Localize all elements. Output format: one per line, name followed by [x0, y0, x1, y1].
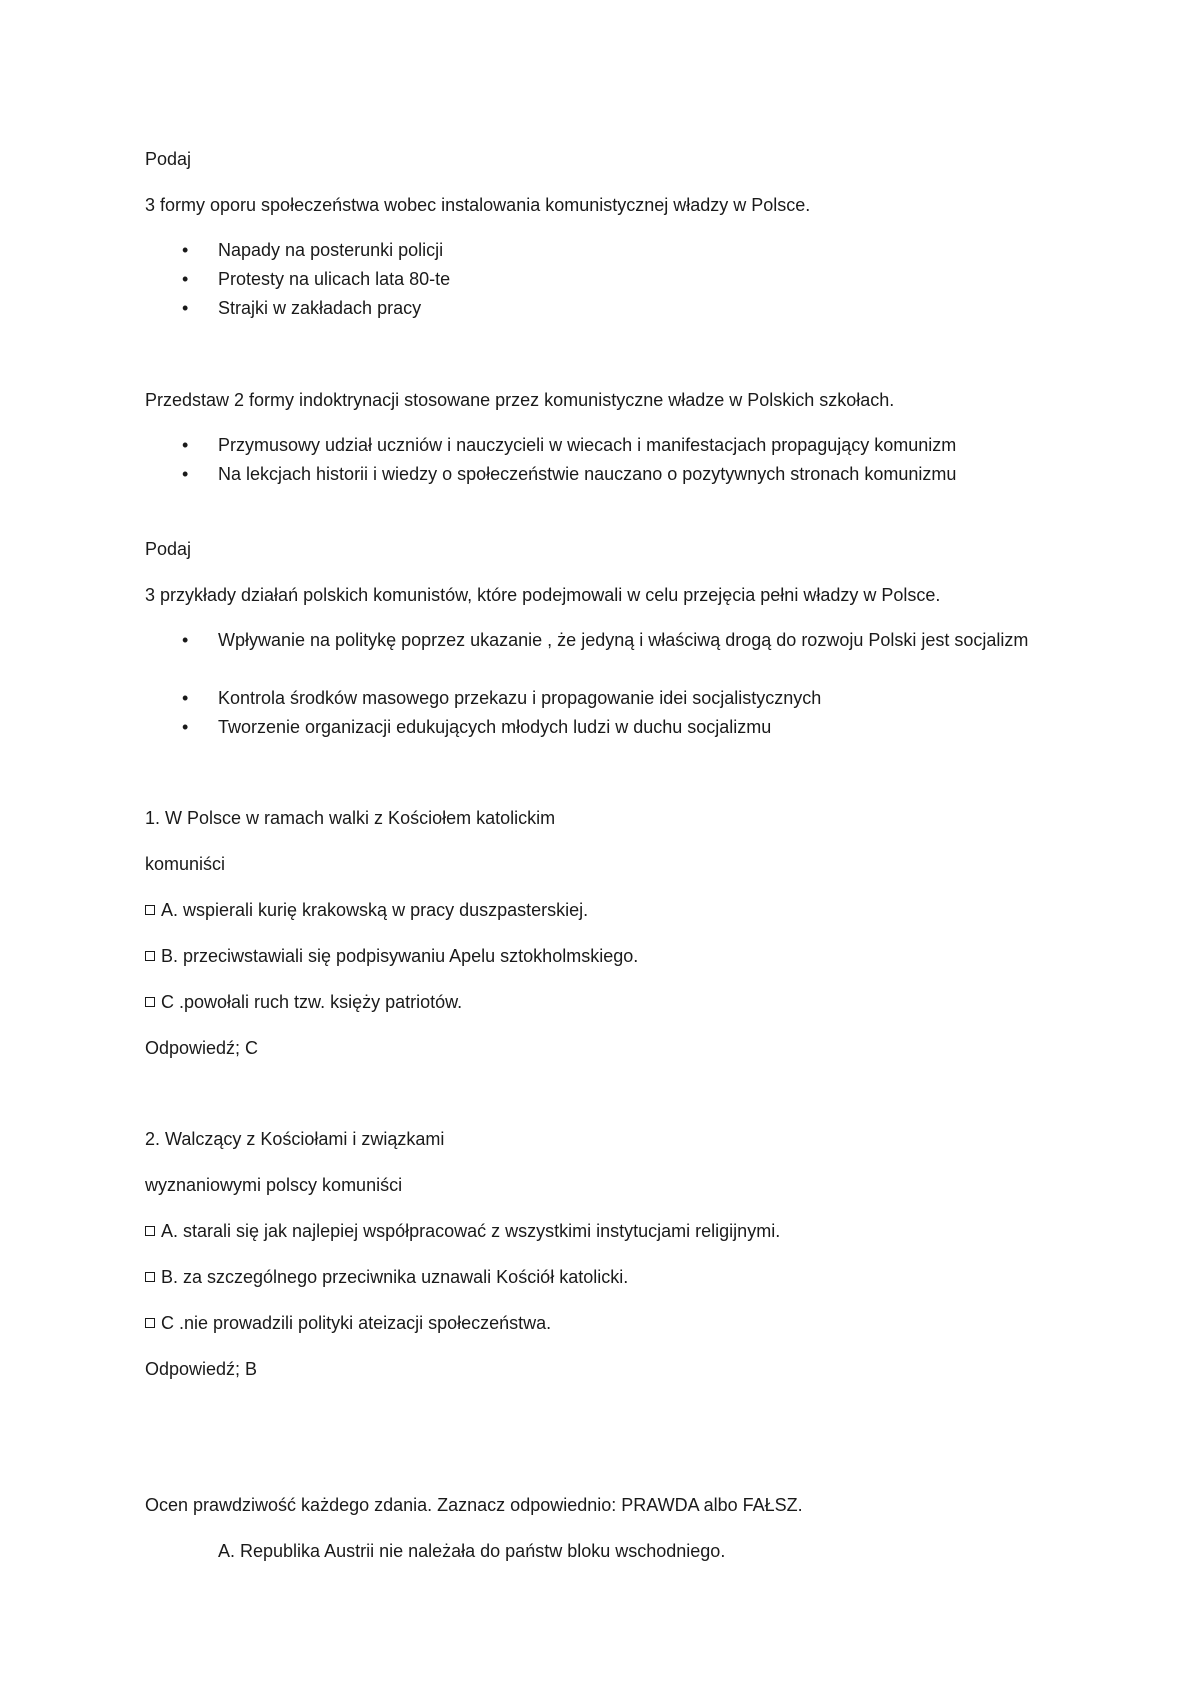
- option-text: B. przeciwstawiali się podpisywaniu Apelu sztokholmskiego.: [161, 946, 639, 966]
- list-item-text: Tworzenie organizacji edukujących młodych ludzi w duchu socjalizmu: [218, 717, 772, 737]
- section3-question: 3 przykłady działań polskich komunistów, które podejmowali w celu przejęcia pełni władzy w Polsce.: [145, 585, 941, 605]
- question1-option-b: [145, 944, 638, 968]
- bullet-icon: •: [182, 240, 189, 260]
- list-item-text: Wpływanie na politykę poprzez ukazanie , że jedyną i właściwą drogą do rozwoju Polski jest socjalizm: [218, 630, 1029, 650]
- question2-line2: wyznaniowymi polscy komuniści: [145, 1175, 403, 1195]
- list-item-text: Strajki w zakładach pracy: [218, 298, 422, 318]
- bullet-icon: •: [182, 435, 189, 455]
- section3-heading: Podaj: [145, 539, 192, 559]
- option-text: C .nie prowadzili polityki ateizacji społeczeństwa.: [161, 1313, 552, 1333]
- list-item-text: Przymusowy udział uczniów i nauczycieli w wiecach i manifestacjach propagujący komunizm: [218, 435, 957, 455]
- list-item-text: Napady na posterunki policji: [218, 240, 444, 260]
- option-text: A. wspierali kurię krakowską w pracy duszpasterskiej.: [161, 900, 589, 920]
- bullet-icon: •: [182, 298, 189, 318]
- question1-option-a: [145, 898, 588, 922]
- question1-line1: 1. W Polsce w ramach walki z Kościołem katolickim: [145, 808, 556, 828]
- question1-answer: Odpowiedź; C: [145, 1038, 259, 1058]
- question1-line2: komuniści: [145, 854, 226, 874]
- checkbox-icon: [145, 905, 155, 915]
- option-text: B. za szczególnego przeciwnika uznawali Kościół katolicki.: [161, 1267, 629, 1287]
- section1-question: 3 formy oporu społeczeństwa wobec instalowania komunistycznej władzy w Polsce.: [145, 195, 811, 215]
- bullet-icon: •: [182, 688, 189, 708]
- question2-option-b: [145, 1265, 628, 1289]
- list-item-text: Na lekcjach historii i wiedzy o społeczeństwie nauczano o pozytywnych stronach komunizmu: [218, 464, 957, 484]
- list-item-text: Protesty na ulicach lata 80-te: [218, 269, 451, 289]
- bullet-icon: •: [182, 464, 189, 484]
- checkbox-icon: [145, 1226, 155, 1236]
- option-text: A. starali się jak najlepiej współpracować z wszystkimi instytucjami religijnymi.: [161, 1221, 781, 1241]
- checkbox-icon: [145, 1318, 155, 1328]
- question2-option-a: [145, 1219, 780, 1243]
- question2-line1: 2. Walczący z Kościołami i związkami: [145, 1129, 445, 1149]
- section2-question: Przedstaw 2 formy indoktrynacji stosowane przez komunistyczne władze w Polskich szkołach.: [145, 390, 895, 410]
- truefalse-item-a: A. Republika Austrii nie należała do państw bloku wschodniego.: [218, 1541, 726, 1561]
- bullet-icon: •: [182, 630, 189, 650]
- question1-option-c: [145, 990, 462, 1014]
- option-text: C .powołali ruch tzw. księży patriotów.: [161, 992, 463, 1012]
- checkbox-icon: [145, 1272, 155, 1282]
- checkbox-icon: [145, 997, 155, 1007]
- list-item-text: Kontrola środków masowego przekazu i propagowanie idei socjalistycznych: [218, 688, 822, 708]
- bullet-icon: •: [182, 269, 189, 289]
- question2-answer: Odpowiedź; B: [145, 1359, 258, 1379]
- bullet-icon: •: [182, 717, 189, 737]
- question2-option-c: [145, 1311, 551, 1335]
- section1-heading: Podaj: [145, 149, 192, 169]
- checkbox-icon: [145, 951, 155, 961]
- truefalse-instruction: Ocen prawdziwość każdego zdania. Zaznacz odpowiednio: PRAWDA albo FAŁSZ.: [145, 1495, 803, 1515]
